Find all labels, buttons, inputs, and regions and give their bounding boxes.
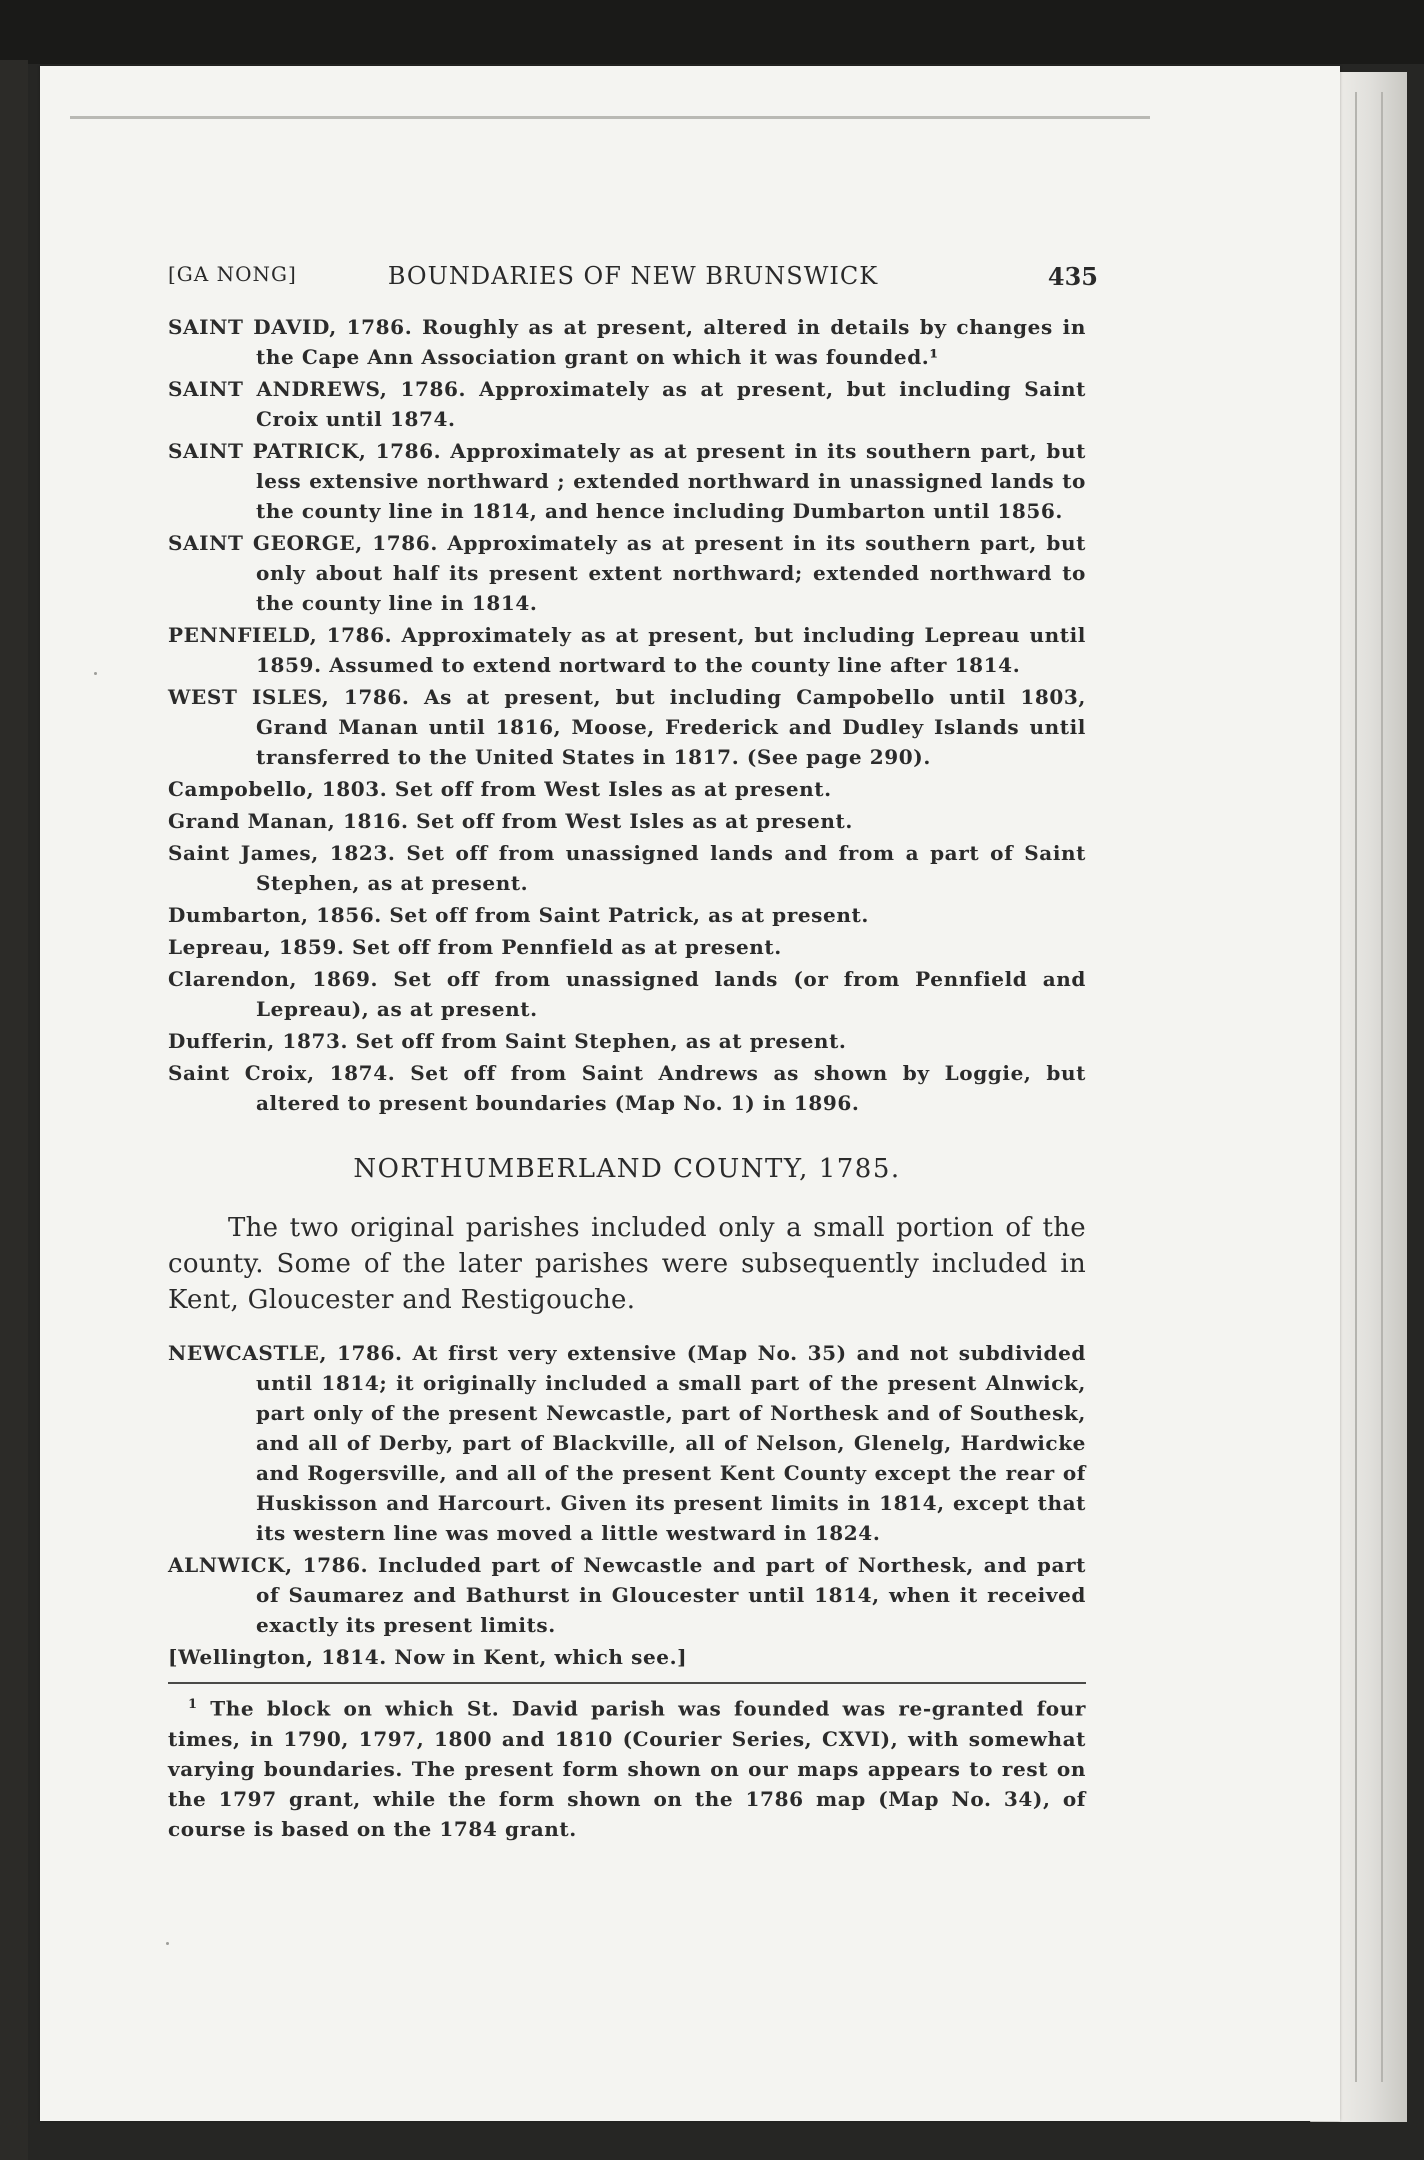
parish-description: 1869. Set off from unassigned lands (or from Pennfield and Lepreau), as at present. — [256, 967, 1086, 1021]
parish-description: 1859. Set off from Pennfield as at present. — [271, 935, 782, 959]
parish-description: 1786. Approximately as at present, but including Saint Croix until 1874. — [256, 377, 1086, 431]
parish-entry — [168, 436, 1086, 526]
parish-entry — [168, 374, 1086, 434]
parish-entry — [168, 682, 1086, 772]
paper-speck — [166, 1942, 169, 1945]
parish-description: 1786. Roughly as at present, altered in details by changes in the Cape Ann Association grant on which it was founded.¹ — [256, 315, 1086, 369]
parish-name: Saint James, — [168, 841, 319, 865]
section-title: NORTHUMBERLAND COUNTY, 1785. — [353, 1154, 901, 1184]
parish-description: 1873. Set off from Saint Stephen, as at present. — [274, 1029, 847, 1053]
parish-name: Grand Manan, — [168, 809, 336, 833]
parish-entry — [168, 900, 1086, 930]
running-head — [168, 262, 1098, 302]
page-content — [168, 312, 1086, 1844]
parish-name: Dumbarton, — [168, 903, 309, 927]
northumberland-parish-list — [168, 1338, 1086, 1672]
parish-entry — [168, 774, 1086, 804]
parish-entry — [168, 528, 1086, 618]
parish-description: 1856. Set off from Saint Patrick, as at present. — [308, 903, 869, 927]
parish-name: [Wellington, — [168, 1645, 314, 1669]
parish-name: Clarendon, — [168, 967, 298, 991]
parish-name: PENNFIELD, — [168, 623, 318, 647]
parish-description: 1786. Included part of Newcastle and part of Northesk, and part of Saumarez and Bathurst in Gloucester until 1814, when it received exactly its present limits. — [256, 1553, 1086, 1637]
paper-speck — [94, 672, 97, 675]
parish-name: SAINT DAVID, — [168, 315, 337, 339]
parish-description: 1803. Set off from West Isles as at present. — [314, 777, 832, 801]
parish-entry — [168, 312, 1086, 372]
parish-entry — [168, 806, 1086, 836]
parish-name: SAINT GEORGE, — [168, 531, 363, 555]
running-head-author: [GA NONG] — [168, 262, 297, 286]
parish-entry — [168, 1338, 1086, 1548]
parish-name: Lepreau, — [168, 935, 272, 959]
parish-entry — [168, 620, 1086, 680]
scan-top-border — [0, 0, 1424, 64]
parish-description: 1786. Approximately as at present in its southern part, but only about half its present extent northward; extended northward to the county line in 1814. — [256, 531, 1086, 615]
running-head-title: BOUNDARIES OF NEW BRUNSWICK — [387, 262, 879, 290]
parish-description: 1786. Approximately as at present in its southern part, but less extensive northward ; extended northward in unassigned lands to the county line in 1814, and hence including Dumbarton until 1856. — [256, 439, 1086, 523]
footnote-rule — [168, 1682, 1086, 1684]
parish-name: NEWCASTLE, — [168, 1341, 328, 1365]
parish-description: 1814. Now in Kent, which see.] — [313, 1645, 688, 1669]
parish-name: SAINT ANDREWS, — [168, 377, 388, 401]
parish-entry — [168, 1058, 1086, 1118]
parish-description: 1874. Set off from Saint Andrews as shown by Loggie, but altered to present boundaries (Map No. 1) in 1896. — [256, 1061, 1086, 1115]
parish-entry — [168, 964, 1086, 1024]
parish-name: Campobello, — [168, 777, 315, 801]
footnote-text: The block on which St. David parish was founded was re-granted four times, in 1790, 1797, 1800 and 1810 (Courier Series, CXVI), with somewhat varying boundaries. The present form shown on our maps appears to rest on the 1797 grant, while the form shown on the 1786 map (Map No. 34), of course is based on the 1784 grant. — [168, 1696, 1086, 1841]
parish-entry — [168, 932, 1086, 962]
parish-name: WEST ISLES, — [168, 685, 330, 709]
scan-left-border — [0, 60, 28, 2160]
parish-name: Saint Croix, — [168, 1061, 315, 1085]
footnote-marker: 1 — [188, 1697, 198, 1712]
parish-entry — [168, 1026, 1086, 1056]
charlotte-parish-list — [168, 312, 1086, 1118]
page-top-rule — [70, 116, 1150, 119]
parish-description: 1816. Set off from West Isles as at present. — [335, 809, 853, 833]
section-intro: The two original parishes included only a small portion of the county. Some of the later parishes were subsequently included in Kent, Gloucester and Restigouche. — [168, 1213, 1086, 1315]
parish-entry — [168, 1550, 1086, 1640]
parish-description: 1786. As at present, but including Campobello until 1803, Grand Manan until 1816, Moose, Frederick and Dudley Islands until transferred to the United States in 1817. (See page 290). — [256, 685, 1086, 769]
parish-description: 1823. Set off from unassigned lands and from a part of Saint Stephen, as at present. — [256, 841, 1086, 895]
parish-description: 1786. At first very extensive (Map No. 35) and not subdivided until 1814; it originally included a small part of the present Alnwick, part only of the present Newcastle, part of Northesk and of Southesk, and all of Derby, part of Blackville, all of Nelson, Glenelg, Hardwicke and Rogersville, and all of the present Kent County except the rear of Huskisson and Harcourt. Given its present limits in 1814, except that its western line was moved a little westward in 1824. — [256, 1341, 1086, 1545]
parish-name: ALNWICK, — [168, 1553, 293, 1577]
parish-name: Dufferin, — [168, 1029, 275, 1053]
parish-entry — [168, 838, 1086, 898]
page-number: 435 — [1047, 262, 1098, 291]
parish-description: 1786. Approximately as at present, but including Lepreau until 1859. Assumed to extend nortward to the county line after 1814. — [256, 623, 1086, 677]
parish-entry — [168, 1642, 1086, 1672]
footnote — [168, 1690, 1086, 1844]
parish-name: SAINT PATRICK, — [168, 439, 367, 463]
